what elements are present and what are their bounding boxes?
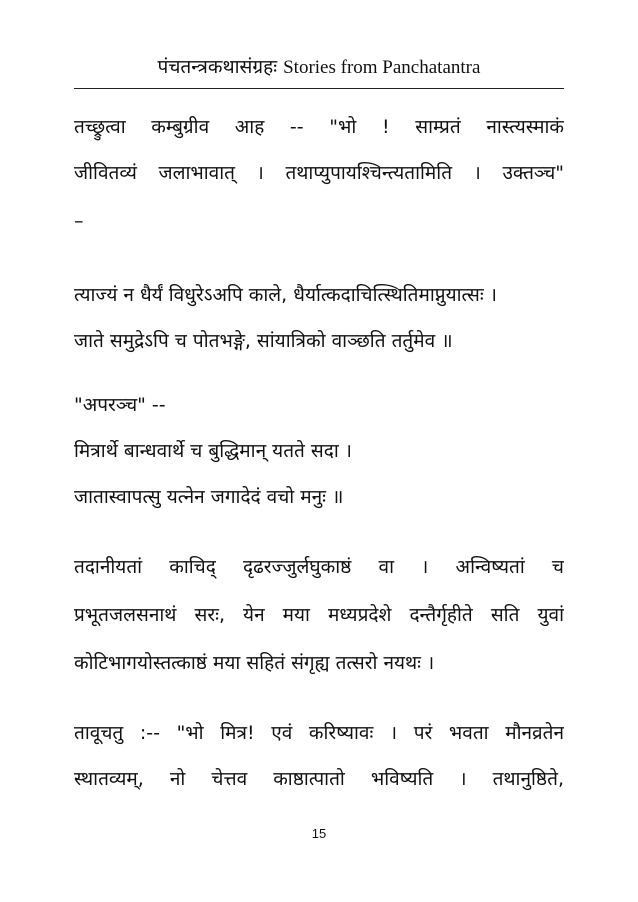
page-number: 15	[311, 826, 327, 841]
text-line: तच्छ्रुत्वा कम्बुग्रीव आह -- "भो ! साम्प्रतं नास्त्यस्माकं	[74, 116, 564, 138]
verse-line: त्याज्यं न धैर्यं विधुरेऽअपि काले, धैर्यात्कदाचित्स्थितिमाप्नुयात्सः ।	[74, 284, 497, 306]
text-line: तदानीयतां काचिद् दृढरज्जुर्लघुकाष्ठं वा । अन्विष्यतां च	[74, 556, 564, 578]
text-line-dash: –	[74, 210, 84, 232]
verse-line: जातास्वापत्सु यत्नेन जगादेदं वचो मनुः ॥	[74, 486, 344, 508]
text-line: स्थातव्यम्, नो चेत्तव काष्ठात्पातो भविष्यति । तथानुष्ठिते,	[74, 768, 564, 790]
verse-line: जाते समुद्रेऽपि च पोतभङ्गे, सांयात्रिको वाञ्छति तर्तुमेव ॥	[74, 330, 453, 352]
page-header	[74, 54, 564, 81]
header-title-sanskrit: पंचतन्त्रकथासंग्रहः	[157, 56, 278, 78]
text-line: कोटिभागयोस्तत्काष्ठं मया सहितं संगृह्य तत्सरो नयथः ।	[74, 652, 435, 674]
verse-line: मित्रार्थे बान्धवार्थे च बुद्धिमान् यतते सदा ।	[74, 440, 352, 462]
header-rule	[74, 88, 564, 89]
header-title-english: Stories from Panchatantra	[283, 57, 481, 78]
text-line: "अपरञ्च" --	[74, 394, 166, 416]
text-line: तावूचतु :-- "भो मित्र! एवं करिष्यावः । परं भवता मौनव्रतेन	[74, 722, 564, 744]
text-line: प्रभूतजलसनाथं सरः, येन मया मध्यप्रदेशे दन्तैर्गृहीते सति युवां	[74, 604, 564, 626]
text-line: जीवितव्यं जलाभावात् । तथाप्युपायश्चिन्त्यतामिति । उक्तञ्च"	[74, 162, 564, 184]
